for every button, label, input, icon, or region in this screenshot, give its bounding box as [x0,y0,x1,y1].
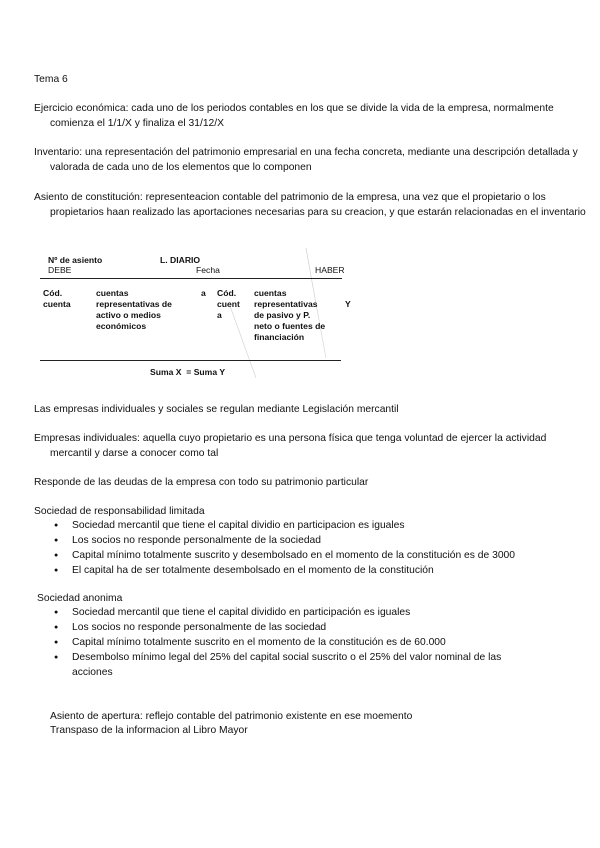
cuentas-pasivo: cuentas representativas de pasivo y P. neto o fuentes de financiación [254,288,326,342]
list-item: ● Los socios no responde personalmente de la sociedad [34,533,542,548]
list-item: ● Sociedad mercantil que tiene el capital dividido en participación es iguales [34,605,542,620]
inventario-definition: Inventario: una representación del patrimonio empresarial en una fecha concreta, mediante una descripción detallada y valorada de cada uno de los elementos que lo componen [34,147,578,173]
list-item: ● Desembolso mínimo legal del 25% del capital social suscrito o el 25% del valor nominal de las acciones [34,650,542,680]
cod-cuenta-haber: Cód. cuent a [217,288,240,320]
list-item: ● Sociedad mercantil que tiene el capital dividio en participacion es iguales [34,518,542,533]
list-item: ● Capital mínimo totalmente suscrito en el momento de la constitución es de 60.000 [34,635,542,650]
cod-cuenta-debe: Cód. cuenta [43,288,71,309]
journal-entry-diagram [34,246,374,386]
ejercicio-definition: Ejercicio económica: cada uno de los periodos contables en los que se divide la vida de la empresa, normalmente comienza el 1/1/X y finaliza el 31/12/X [34,103,554,129]
cuentas-activo: cuentas representativas de activo o medios económicos [96,288,172,331]
asiento-apertura-definition: Asiento de apertura: reflejo contable del patrimonio existente en ese moemento [50,711,413,722]
a-marker: a [201,288,206,298]
list-item: ● Los socios no responde personalmente de las sociedad [34,620,542,635]
traspaso-text: Transpaso de la informacion al Libro Mayor [50,725,248,736]
debe-label: DEBE [48,265,72,275]
sa-list [34,605,542,680]
y-marker: Y [345,299,351,309]
header-rule [40,278,342,279]
list-item: ● El capital ha de ser totalmente desembolsado en el momento de la constitución [34,563,542,578]
topic-title: Tema 6 [34,74,68,85]
asiento-constitucion-definition: Asiento de constitución: representeacion contable del patrimonio de la empresa, una vez que el propietario o los propietarios haan realizado las aportaciones necesarias para su creacion, y que estarán relacionadas en el inventario [34,192,586,218]
sa-title: Sociedad anonima [37,593,123,604]
srl-list [34,518,542,578]
suma-equation: Suma X = Suma Y [150,367,226,377]
fecha-label: Fecha [196,265,220,275]
n-asiento-label: Nº de asiento [48,255,103,265]
list-item: ● Capital mínimo totalmente suscrito y desembolsado en el momento de la constitución es de 3000 [34,548,542,563]
empresas-individuales-definition: Empresas individuales: aquella cuyo propietario es una persona física que tenga voluntad de ejercer la actividad mercantil y darse a conocer como tal [34,433,547,459]
l-diario-label: L. DIARIO [160,255,201,265]
haber-label: HABER [315,265,345,275]
srl-title: Sociedad de responsabilidad limitada [34,506,205,517]
legislacion-text: Las empresas individuales y sociales se regulan mediante Legislación mercantil [34,404,399,415]
responde-text: Responde de las deudas de la empresa con todo su patrimonio particular [34,477,369,488]
footer-rule [40,360,341,361]
